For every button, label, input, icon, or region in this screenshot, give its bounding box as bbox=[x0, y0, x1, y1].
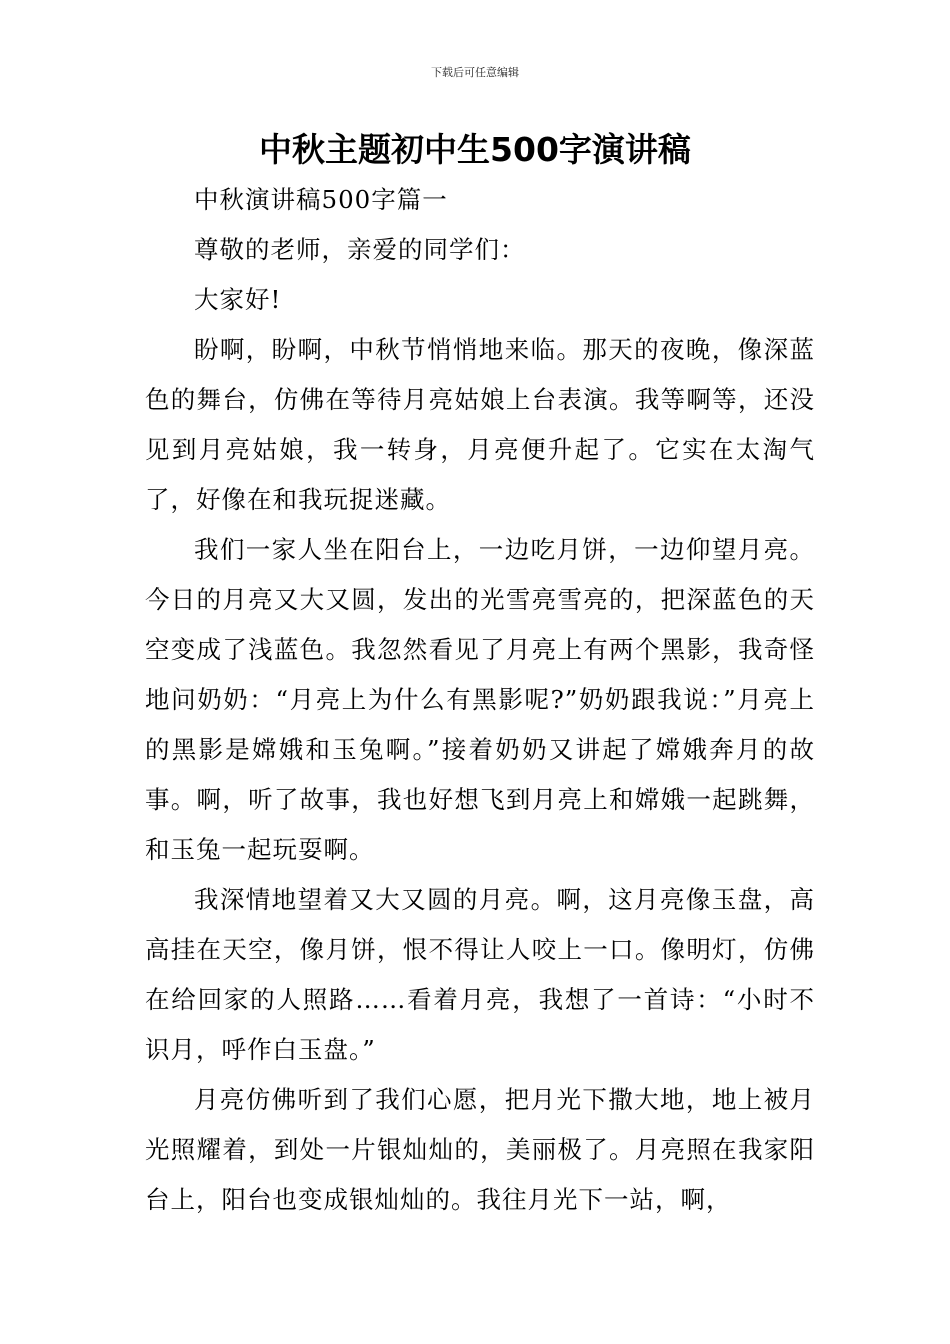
body-paragraph: 月亮仿佛听到了我们心愿，把月光下撒大地，地上被月光照耀着，到处一片银灿灿的，美丽极了。月亮照在我家阳台上，阳台也变成银灿灿的。我往月光下一站，啊， bbox=[145, 1085, 815, 1214]
header-note: 下载后可任意编辑 bbox=[431, 66, 519, 79]
salutation: 尊敬的老师，亲爱的同学们： bbox=[194, 235, 526, 264]
section-heading: 中秋演讲稿500字篇一 bbox=[194, 185, 448, 214]
document-body bbox=[145, 175, 815, 1225]
greeting: 大家好! bbox=[194, 285, 282, 314]
body-paragraph: 盼啊，盼啊，中秋节悄悄地来临。那天的夜晚，像深蓝色的舞台，仿佛在等待月亮姑娘上台表演。我等啊等，还没见到月亮姑娘，我一转身，月亮便升起了。它实在太淘气了，好像在和我玩捉迷藏。 bbox=[145, 335, 815, 514]
body-paragraph: 我深情地望着又大又圆的月亮。啊，这月亮像玉盘，高高挂在天空，像月饼，恨不得让人咬上一口。像明灯，仿佛在给回家的人照路……看着月亮，我想了一首诗：“小时不识月，呼作白玉盘。” bbox=[145, 885, 815, 1064]
document-title: 中秋主题初中生500字演讲稿 bbox=[259, 130, 691, 169]
body-paragraph: 我们一家人坐在阳台上，一边吃月饼，一边仰望月亮。今日的月亮又大又圆，发出的光雪亮雪亮的，把深蓝色的天空变成了浅蓝色。我忽然看见了月亮上有两个黑影，我奇怪地问奶奶：“月亮上为什么有黑影呢?”奶奶跟我说：”月亮上的黑影是嫦娥和玉兔啊。”接着奶奶又讲起了嫦娥奔月的故事。啊，听了故事，我也好想飞到月亮上和嫦娥一起跳舞，和玉兔一起玩耍啊。 bbox=[145, 535, 815, 864]
